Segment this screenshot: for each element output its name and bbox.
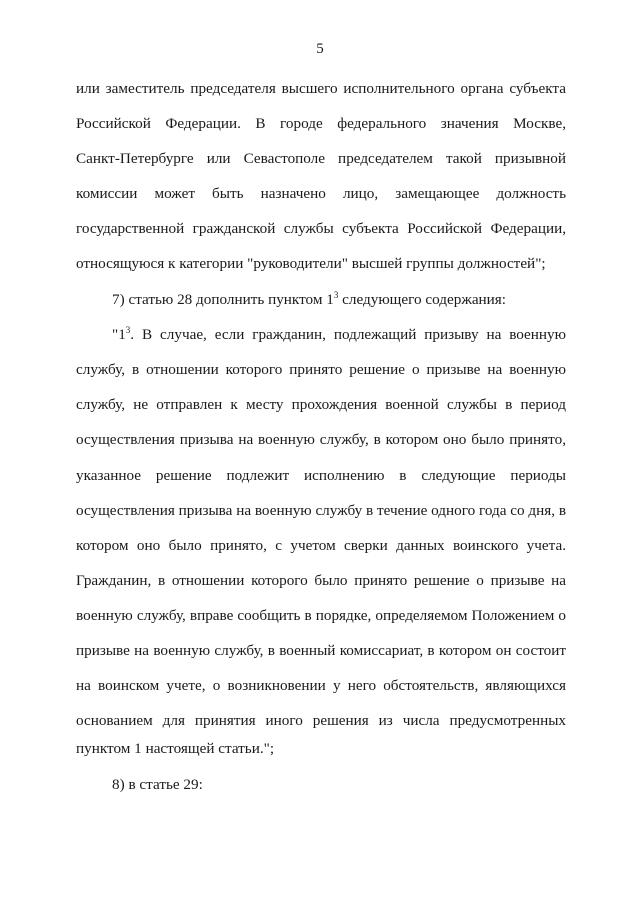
item-7-text: 7) статью 28 дополнить пунктом 1	[112, 291, 334, 308]
text-line: службу, не отправлен к месту прохождения военной службы в период	[76, 396, 566, 413]
text-line: Российской Федерации. В городе федерального значения Москве,	[76, 115, 566, 132]
text-line: осуществления призыва на военную службу, в котором оно было принято,	[76, 431, 566, 448]
text-line: основанием для принятия иного решения из числа предусмотренных	[76, 712, 566, 729]
text-line: осуществления призыва на военную службу в течение одного года со дня, в	[76, 502, 566, 519]
text-line: комиссии может быть назначено лицо, замещающее должность	[76, 185, 566, 202]
text-line: или заместитель председателя высшего исполнительного органа субъекта	[76, 80, 566, 97]
superscript: 3	[333, 289, 339, 300]
text-line: котором оно было принято, с учетом сверки данных воинского учета.	[76, 537, 566, 554]
text-line: Гражданин, в отношении которого было принято решение о призыве на	[76, 572, 566, 589]
quote-first-text: . В случае, если гражданин, подлежащий призыву на военную	[130, 326, 566, 343]
text-line: военную службу, вправе сообщить в порядке, определяемом Положением о	[76, 607, 566, 624]
text-line: на воинском учете, о возникновении у него обстоятельств, являющихся	[76, 677, 566, 694]
text-line: пунктом 1 настоящей статьи.";	[76, 740, 275, 757]
superscript: 3	[125, 324, 131, 335]
quote-open: "1	[112, 326, 126, 343]
text-line: призыве на военную службу, в военный комиссариат, в котором он состоит	[76, 642, 566, 659]
page-number: 5	[316, 41, 324, 57]
text-line: относящуюся к категории "руководители" высшей группы должностей";	[76, 255, 546, 272]
item-7-text-end: следующего содержания:	[338, 291, 507, 308]
text-line: государственной гражданской службы субъекта Российской Федерации,	[76, 220, 566, 237]
text-line: указанное решение подлежит исполнению в следующие периоды	[76, 467, 566, 484]
item-8-heading: 8) в статье 29:	[112, 776, 203, 793]
text-line: службу, в отношении которого принято решение о призыве на военную	[76, 361, 566, 378]
quote-first-line	[112, 325, 566, 345]
text-line: Санкт-Петербурге или Севастополе председателем такой призывной	[76, 150, 566, 167]
item-7-heading	[112, 290, 566, 310]
